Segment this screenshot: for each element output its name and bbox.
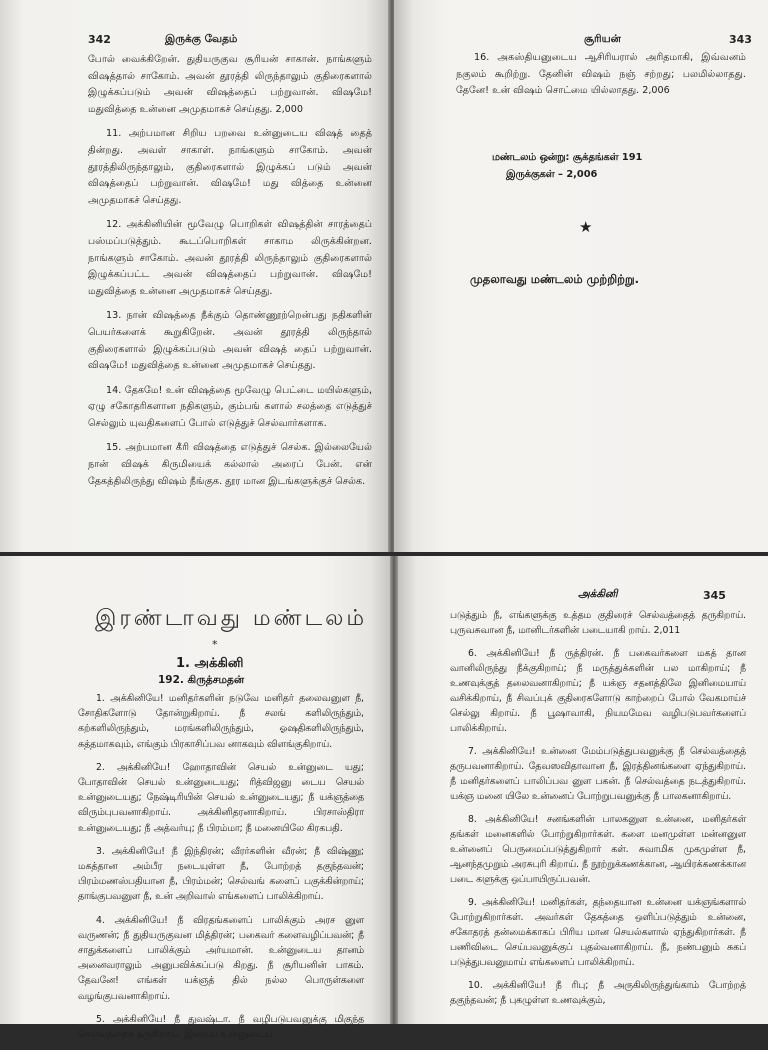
running-head: அக்கினி bbox=[578, 588, 618, 600]
star-ornament: * bbox=[212, 638, 218, 651]
paragraph: 4. அக்கினியே! நீ விரதங்களைப் பாலிக்கும் அரச னுள வருணன்; நீ துதியருகுவன மித்திரன்; பகைவர் களைவழிப்பவன்; நீ சாதுக்களைப் பாலிக்கும் அர்யமான். உன்னுடைய தானம் அனைவராலும் அனுபவிக்கப்படு கிறது. நீ சூரியனின் பாகம். தேவனே! எங்கள் யக்ஞத் தில் நல்ல பொருள்களை வழங்குபவனாகிறாய். bbox=[78, 914, 364, 1002]
paragraph: 9. அக்கினியே! மனிதர்கள், தந்தையான உன்னை யக்ஞங்களால் போற்றுகிறார்கள். அவர்கள் தேகத்தை ஒளிப்படுத்தும் உன்னை, சகோதரத் தன்மைக்காகப் பிரிய மான செயல்களால் ஏந்துகிறார்கள். நீ பணிவிடை செய்பவனுக்குப் புதல்வனாகிறாய். நீ, நண்பனும் சுகப் படுத்துபவனுமாய் எங்களைப் பாலிக்கிறாய். bbox=[450, 897, 746, 968]
star-ornament: ★ bbox=[579, 218, 593, 236]
paragraph: 5. அக்கினியே! நீ துவஷ்டா. நீ வழிபடுபவனுக்கு மிகுந்த செல்வத்தைக் தருகிறாய். இறைவ உன்னுடைய bbox=[78, 1013, 364, 1041]
paragraph: படுத்தும் நீ, எங்களுக்கு உத்தம குதிரைச் செல்வத்தைத் தருகிறாய். புருவசுவான நீ, மானிடர்களின் படையாகி றாய். 2,011 bbox=[450, 610, 746, 636]
page-342 bbox=[0, 0, 388, 552]
paragraph: 10. அக்கினியே! நீ ரிபு; நீ அருகிலிருந்துங்காம் போற்றத் தகுந்தவன்; நீ புகழுள்ள உணவுக்கும், bbox=[450, 980, 746, 1006]
page-mandala-2-start bbox=[0, 556, 390, 1041]
page-number: 342 bbox=[88, 33, 111, 46]
hymn-title: 1. அக்கினி bbox=[176, 656, 244, 671]
mandala-verse-count: இருக்குகள் – 2,006 bbox=[506, 169, 598, 180]
paragraph: போல் வைக்கிறேன். துதியருகுவ சூரியன் சாகான். நாங்களும் விஷத்தால் சாகோம். அவன் தூரத்தி லிருந்தாலும் குதிரைகளால் இழுக்கப்படும் அவன் விஷத்தைப் பற்றுவான். விஷமே! மதுவித்தை உன்னை அமுதமாகச் செய்தது. 2,000 bbox=[88, 54, 372, 115]
mandala-hymn-count: மண்டலம் ஒன்று: சூக்தங்கள் 191 bbox=[492, 152, 643, 163]
page-343 bbox=[394, 0, 768, 552]
paragraph: 16. அகஸ்தியனுடைய ஆசிரியரால் அரிதமாகி, இவ்வனம் நகுலம் கூறிற்று. தேனின் விஷம் நஞ் சற்றது; பலமில்லாதது. தேனே! உன் விஷம் சொட்மை யில்லாதது. 2,006 bbox=[456, 52, 746, 97]
paragraph: 7. அக்கினியே! உன்னை மேம்படுத்துபவனுக்கு நீ செல்வத்தைத் தருபவனாகிறாய். தேவஸவிதாவான நீ, இரத்தினங்களை ஏந்துகிறாய். நீ மனிதர்களைப் பாலிப்பவ னுள பகன். நீ செல்வத்தை நடத்துகிறாய். யக்ஞ மனை யிலே உன்னைப் போற்றுபவனுக்கு நீ பாலகனாகிறாய். bbox=[450, 746, 746, 802]
paragraph: 15. அற்பமான கீரி விஷத்தை எடுத்துச் செல்க. இல்லையேல் நான் விஷக் கிருமியைக் கல்லால் அரைப் பேன். என் தேகத்திலிருந்து விஷம் நீங்குக. தூர மான இடங்களுக்குச் செல்க. bbox=[88, 442, 372, 487]
paragraph: 12. அக்கினியின் மூவேழு பொறிகள் விஷத்தின் சாரத்தைப் பஸ்மப்படுத்தும். கூடப்பொறிகள் சாகாம லிருக்கின்றன. நாங்களும் சாகோம். அவன் தூரத்தி லிருந்தாலும் குதிரைகளால் இழுக்கப்பட்ட அவன் விஷத்தைப் பற்றுவான். விஷமே! மதுவித்தை உன்னை அமுதமாகச் செய்தது. bbox=[88, 219, 372, 297]
paragraph: 14. தேகமே! உன் விஷத்தை மூவேழு பெட்டை மயில்களும், ஏழு சகோதரிகளான நதிகளும், கும்பங் களால் சலத்தை எடுத்துச் செல்லும் யுவதிகளைப் போல் எடுத்துச் செல்வார்களாக. bbox=[88, 384, 372, 429]
paragraph: 3. அக்கினியே! நீ இந்திரன்; வீரர்களின் வீரன்; நீ விஷ்ணு; மகத்தான அம்பீர நடையுள்ள நீ, போற்றத் தகுந்தவன்; பிரம்மணஸ்பதியான நீ, பிரம்மன்; செல்வங் களைப் பகுக்கின்றாய்; தாங்குபவனுள நீ, உன் அறிவால் எங்களைப் பாலிக்கிறாய். bbox=[78, 845, 364, 903]
text-column bbox=[450, 608, 746, 1016]
text-column bbox=[456, 50, 746, 108]
page-number: 343 bbox=[729, 33, 752, 46]
running-head: சூரியன் bbox=[584, 33, 621, 45]
mandala-completion-note: முதலாவது மண்டலம் முற்றிற்று. bbox=[470, 272, 639, 286]
text-column bbox=[88, 52, 372, 498]
hymn-subtitle: 192. கிருத்சமதன் bbox=[158, 674, 245, 686]
paragraph: 6. அக்கினியே! நீ ருத்திரன். நீ பகைவர்களை மகத் தான வானிலிருந்து நீக்குகிறாய்; நீ மருத்துக்களின் பல மாகிறாய்; நீ உணவுக்குத் தலைவனாகிறாய்; நீ யக்ஞ சதனத்திலே இனிமையாய் வசிக்கிறாய், நீ சிவப்புக் குதிரைகளோடு காற்றைப் போல் வேகமாய்ச் செல்லு கிறாய். நீ பூஷாவாகி, நியமமேவ வழிபடுபவர்களைப் பாலிக்கிறாய். bbox=[450, 648, 746, 734]
paragraph: 11. அற்பமான சிறிய பறவை உன்னுடைய விஷத் தைத் தின்றது. அவள் சாகாள். நாங்களும் சாகோம். அவன் தூரத்திலிருந்தாலும், குதிரைகளால் இழுக்கப் படும் அவன் விஷத்தைப் பற்றுவான். விஷமே! மது வித்தை உன்னை அமுதமாகச் செய்தது. bbox=[88, 128, 372, 206]
page-345 bbox=[398, 556, 768, 1024]
paragraph: 1. அக்கினியே! மனிதர்களின் நடுவே மனிதர் தலைவனுள நீ, சோதிகளோடு தோன்றுகிறாய். நீ சலங் களிலிருந்தும், கற்களிலிருந்தும், மரங்களிலிருந்தும், ஓஷதிகளிலிருந்தும், சுத்தமாகவும், எங்கும் பிரகாசிப்பவ னாகவும் விளங்குகிறாய். bbox=[78, 693, 364, 750]
mandala-title: இரண்டாவது மண்டலம் bbox=[95, 606, 368, 631]
paragraph: 2. அக்கினியே! ஹோதாவின் செயல் உன்னுடை யது; போதாவின் செயல் உன்னுடையது; ரித்விஜனு டைய செயல் உன்னுடையது; நேஷ்டிரியின் செயல் உன்னுடையது; நீ யக்ஞத்தை விரும்புபவனாகிறாய். அக்கினிதரனாகிறாய். பிரசாஸ்திரா உன்னுடையது; நீ அத்வர்யு; நீ பிரம்மா; நீ மனையிலே கிரகபதி. bbox=[78, 761, 364, 834]
running-head: இருக்கு வேதம் bbox=[165, 33, 238, 45]
spine-gutter bbox=[390, 556, 398, 1024]
paragraph: 13. நான் விஷத்தை நீக்கும் தொண்ணூற்றென்பது நதிகளின் பெயர்களைக் கூறுகிறேன். அவன் தூரத்தி லிருந்தால் குதிரைகளால் இழுக்கப்படும் அவன் விஷத் தைப் பற்றுவான். விஷமே! மதுவித்தை உன்னை அமுதமாகச் செய்தது. bbox=[88, 310, 372, 372]
paragraph: 8. அக்கினியே! சனங்களின் பாலகனுள உன்னை, மனிதர்கள் தங்கள் மனைகளில் போற்றுகிறார்கள். களை மனமுள்ள மன்னனுள உன்னைப் பெருமைப்படுத்துகிறார் கள். சுவாமிக முகமுள்ள நீ, ஆனந்தமுறும் அரசுபுரி கிறாய். நீ நூற்றுக்கணக்கான, ஆயிரக்கணக்கான படை களுக்கு ஒப்பாயிருப்பவன். bbox=[450, 814, 746, 885]
page-number: 345 bbox=[703, 589, 726, 602]
text-column bbox=[78, 691, 364, 1050]
